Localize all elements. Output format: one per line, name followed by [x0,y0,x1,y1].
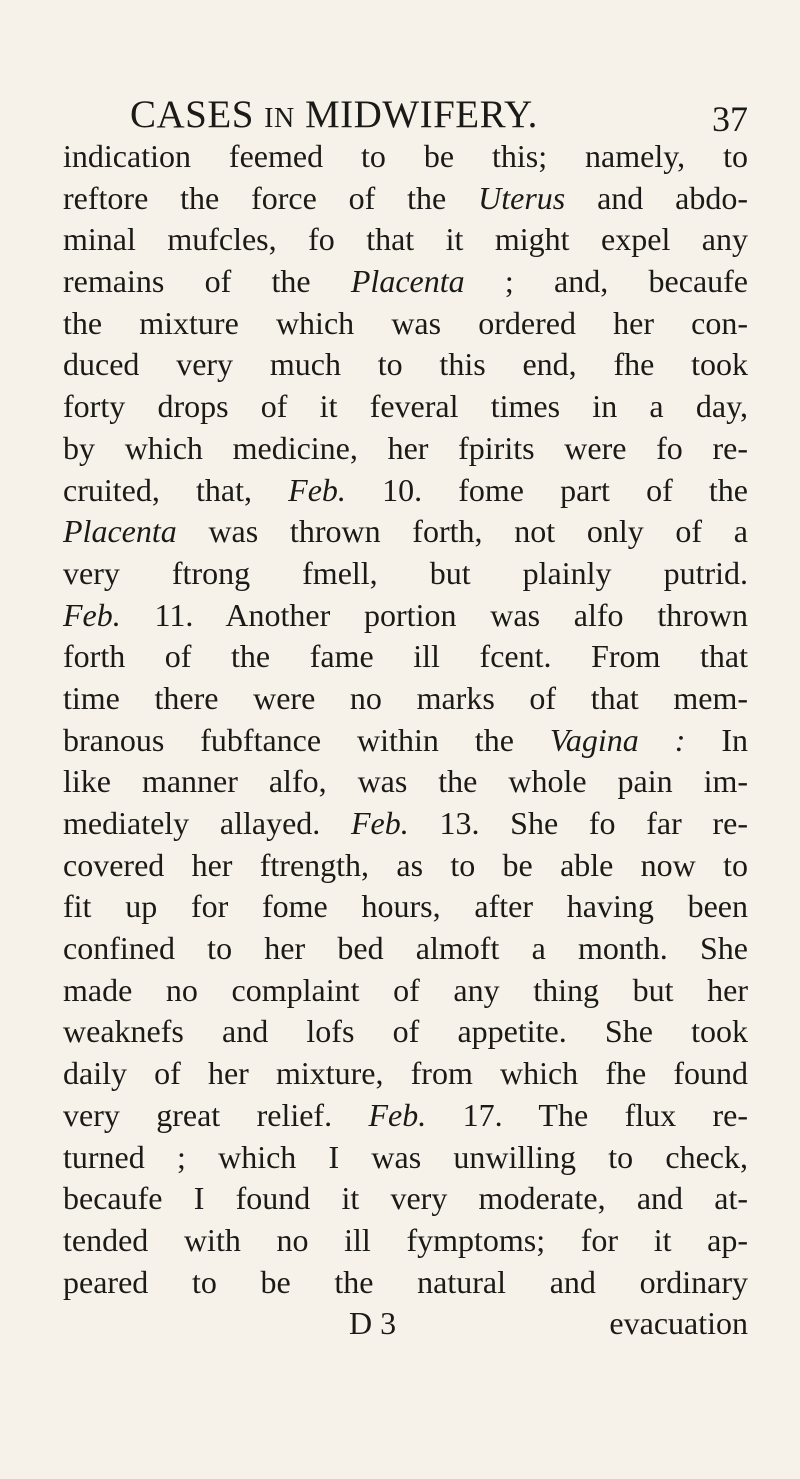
text-line [63,595,748,637]
text-run: fit up for fome hours, after having been [63,888,748,925]
italic-text: Placenta [350,263,465,300]
text-run: peared to be the natural and ordinary [63,1263,748,1300]
text-line [63,720,748,762]
text-run: was thrown forth, not only of a [176,513,748,550]
text-run: indication feemed to be this; namely, to [63,138,748,174]
italic-text: Uterus [478,179,566,216]
text-line [63,678,748,720]
signature-mark: D 3 [349,1305,397,1342]
italic-text: Feb. [288,471,346,508]
text-line [63,386,748,428]
running-head-midwifery: MIDWIFERY. [304,93,538,136]
text-run: ; and, becaufe [464,263,749,300]
page-header [0,92,800,140]
text-line [63,1220,748,1262]
text-line [63,303,748,345]
text-run: duced very much to this end, fhe took [63,346,748,383]
text-run: remains of the [63,263,351,300]
text-run: by which medicine, her fpirits were fo re- [63,429,748,466]
text-line [63,428,748,470]
text-line [63,1011,748,1053]
body-text [63,136,748,1345]
text-run: forth of the fame ill fcent. From that [63,638,748,675]
page-number: 37 [712,99,748,139]
text-line [63,1095,748,1137]
text-run: cruited, that, [63,471,289,508]
text-line [63,886,748,928]
text-run: 11. Another portion was alfo thrown [120,596,748,633]
text-line [63,261,748,303]
text-run: 13. She fo far re- [408,805,749,841]
text-run: tended with no ill fymptoms; for it ap- [63,1221,748,1258]
italic-text: Feb. [63,596,121,633]
text-run: 17. The flux re- [426,1096,749,1133]
text-run: forty drops of it feveral times in a day, [63,388,748,425]
text-run: daily of her mixture, from which fhe found [63,1055,748,1092]
text-line [63,219,748,261]
catchword: evacuation [609,1305,748,1342]
text-line [63,761,748,803]
text-run: made no complaint of any thing but her [63,971,748,1008]
running-head-cases: CASES [130,93,254,136]
running-head [130,92,538,137]
italic-text: Feb. [351,805,409,841]
text-run: turned ; which I was unwilling to check, [63,1138,748,1175]
text-line [63,970,748,1012]
text-line [63,803,748,845]
text-run: very ftrong fmell, but plainly putrid. [63,554,748,591]
text-line [63,1053,748,1095]
text-run: mediately allayed. [63,805,351,841]
text-line [63,178,748,220]
italic-text: Vagina : [549,721,686,758]
text-line [63,136,748,178]
signature-line [63,1303,748,1345]
text-line [63,1137,748,1179]
text-run: branous fubftance within the [63,721,550,758]
text-run: very great relief. [63,1096,369,1133]
running-head-in: IN [264,103,295,134]
text-run: like manner alfo, was the whole pain im- [63,763,748,800]
text-run: becaufe I found it very moderate, and at- [63,1180,748,1217]
text-run: confined to her bed almoft a month. She [63,930,748,967]
text-run: reftore the force of the [63,179,479,216]
text-run: the mixture which was ordered her con- [63,304,748,341]
text-line [63,553,748,595]
italic-text: Placenta [63,513,177,550]
text-line [63,1262,748,1304]
text-line [63,928,748,970]
text-run: In [685,721,749,758]
italic-text: Feb. [368,1096,427,1133]
text-line [63,470,748,512]
text-run: time there were no marks of that mem- [63,679,748,716]
text-run: covered her ftrength, as to be able now to [63,846,748,883]
text-line [63,511,748,553]
text-run: minal mufcles, fo that it might expel any [63,221,748,258]
text-line [63,845,748,887]
text-run: and abdo- [565,179,749,216]
text-run: weaknefs and lofs of appetite. She took [63,1013,748,1050]
text-line [63,344,748,386]
text-line [63,636,748,678]
text-run: 10. fome part of the [345,471,749,508]
text-line [63,1178,748,1220]
